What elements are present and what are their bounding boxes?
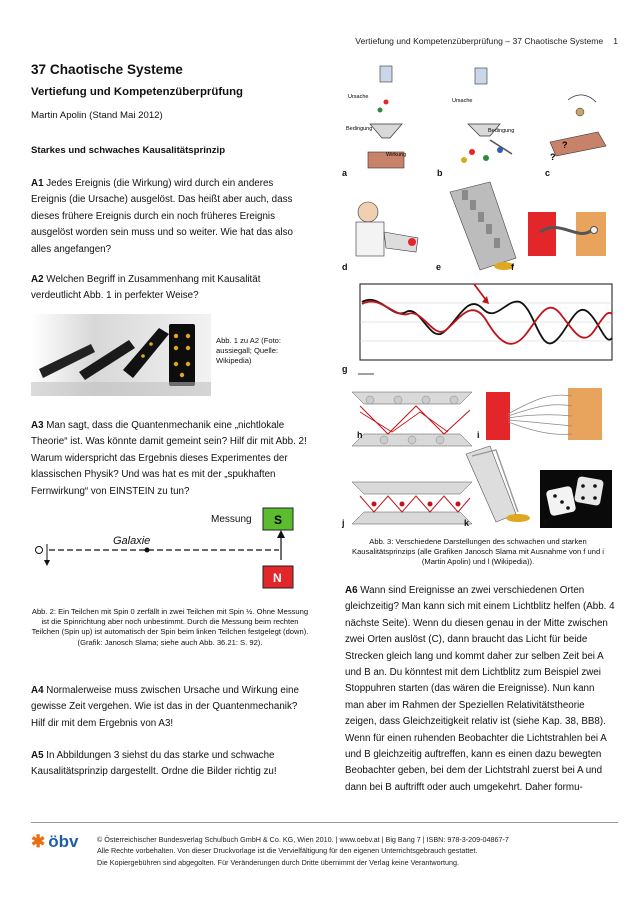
chaos-graph (358, 284, 612, 374)
sketch-k (466, 446, 530, 522)
sketch-word-cause: Ursache (348, 94, 369, 100)
task-a6 (345, 583, 615, 796)
task-text: Welchen Begriff in Zusammenhang mit Kausalität verdeutlicht Abb. 1 in perfekter Weise? (31, 274, 261, 302)
svg-text:Ursache: Ursache (452, 98, 473, 104)
running-header (355, 36, 618, 46)
task-text: Man sagt, dass die Quantenmechanik eine „nichtlokale Theorie“ ist. Was könnte damit gemeint sein? Hilf dir mit Abb. 2! Warum widerspricht das Ergebnis dieses Experimentes der klassischen Physik? Und was hat es mit der „spukhaften Fernwirkung“ von EINSTEIN zu tun? (31, 420, 307, 497)
measure-label: Messung (211, 514, 252, 525)
spin-diagram (31, 500, 309, 600)
section-heading: Starkes und schwaches Kausalitätsprinzip (31, 145, 226, 156)
task-label: A3 (31, 420, 44, 431)
sketch-a (346, 66, 406, 168)
magnet-bottom-label: N (273, 571, 282, 585)
panel-label-l: l (544, 518, 547, 528)
task-a5 (31, 748, 309, 781)
page-number: 1 (613, 36, 618, 46)
sketch-word-condition: Bedingung (346, 126, 373, 132)
footer-divider (31, 822, 618, 823)
task-a4 (31, 683, 309, 732)
svg-text:Bedingung: Bedingung (488, 128, 515, 134)
panel-label-i: i (477, 430, 480, 440)
task-label: A5 (31, 750, 44, 761)
task-a1 (31, 176, 309, 258)
dice-photo (540, 470, 612, 528)
panel-label-d: d (342, 262, 348, 272)
panel-label-f: f (511, 262, 514, 272)
task-text: Normalerweise muss zwischen Ursache und Wirkung eine gewisse Zeit vergehen. Wie ist das in der Quantenmechanik? Hilf dir mit dem Ergebnis von A3! (31, 685, 299, 729)
task-label: A4 (31, 685, 44, 696)
caption-abb1: Abb. 1 zu A2 (Foto: aussiegall; Quelle: Wikipedia) (216, 336, 282, 366)
footer-line-3: Die Kopiergebühren sind abgegolten. Für Veränderungen durch Dritte übernimmt der Verlag keine Verantwortung. (97, 857, 459, 867)
task-label: A1 (31, 178, 44, 189)
svg-text:?: ? (550, 152, 556, 162)
svg-text:?: ? (562, 140, 568, 150)
footer-line-1: © Österreichischer Bundesverlag Schulbuch GmbH & Co. KG, Wien 2010. | www.oebv.at | Big Bang 7 | ISBN: 978-3-209-04867-7 (97, 835, 509, 844)
task-label: A2 (31, 274, 44, 285)
running-title: Vertiefung und Kompetenzüberprüfung – 37 Chaotische Systeme (355, 36, 604, 46)
panel-label-e: e (436, 262, 442, 272)
task-text: Jedes Ereignis (die Wirkung) wird durch ein anderes Ereignis (die Ursache) ausgelöst. Das heißt aber auch, dass dieses frühere Ereignis durch ein noch früheres Ereignis ausgelöst worden sein muss und so weiter. Wie hat das also alles angefangen? (31, 178, 293, 255)
panel-label-b: b (437, 168, 443, 178)
panel-label-j: j (342, 518, 345, 528)
sketch-f (528, 212, 606, 256)
sketch-j (352, 482, 472, 524)
left-particle (36, 547, 43, 554)
panel-label-a: a (342, 168, 348, 178)
footer-line-2: Alle Rechte vorbehalten. Von dieser Druckvorlage ist die Vervielfältigung für den eigenen Unterrichtsgebrauch gestattet. (97, 846, 478, 856)
sketch-c (550, 95, 606, 162)
sketch-b (452, 68, 514, 163)
chapter-title: 37 Chaotische Systeme (31, 62, 183, 77)
caption-abb3: Abb. 3: Verschiedene Darstellungen des schwachen und starken Kausalitätsprinzips (alle Grafiken Janosch Slama mit Ausnahme von f und i (Martin Apolin) und l (Wikipedia)). (352, 537, 604, 567)
task-a3 (31, 418, 309, 500)
magnet-top-label: S (274, 513, 283, 527)
task-text: In Abbildungen 3 siehst du das starke und schwache Kausalitätsprinzip dargestellt. Ordne die Bilder richtig zu! (31, 750, 277, 778)
task-text: Wann sind Ereignisse an zwei verschiedenen Orten gleichzeitig? Man kann sich mit einem Lichtblitz helfen (Abb. 4 nächste Seite). Wenn du diesen genau in der Mitte zwischen zwei Orten auslöst (C), dann braucht das Licht für beide Strecken gleich lang und kommt daher zur selben Zeit bei A und B an. Du könntest mit dem Lichtblitz zum Beispiel zwei Stoppuhren starten (das wären die Ereignisse). Nun kann man aber im Rahmen der Speziellen Relativitätstheorie zeigen, dass Gleichzeitigkeit relativ ist (siehe Kap. 38, BB8). Wenn für einen ruhenden Beobachter die Lichtstrahlen bei A und B gleichzeitig auftreffen, kann es einen dazu bewegten Beobachter geben, bei dem der Lichtstrahl zuerst bei A und dann bei B auftrifft oder auch umgekehrt. Daher formu- (345, 585, 615, 793)
sketch-d (356, 202, 418, 256)
panel-label-c: c (545, 168, 551, 178)
sketch-word-effect: Wirkung (386, 152, 407, 158)
sketch-h (352, 392, 472, 446)
sketch-e (450, 182, 516, 270)
figure-3-collage (340, 62, 615, 532)
panel-label-k: k (464, 518, 470, 528)
footer-text (97, 834, 509, 868)
panel-label-h: h (357, 430, 363, 440)
logo-text: öbv (48, 832, 79, 851)
task-label: A6 (345, 585, 358, 596)
logo-star-icon: ✱ (31, 832, 46, 851)
domino-photo (31, 314, 211, 396)
sketch-i (486, 388, 602, 440)
task-a2 (31, 272, 309, 305)
author-line: Martin Apolin (Stand Mai 2012) (31, 110, 163, 121)
galaxy-label: Galaxie (113, 535, 151, 547)
source-particle (145, 548, 150, 553)
panel-label-g: g (342, 364, 348, 374)
caption-abb2: Abb. 2: Ein Teilchen mit Spin 0 zerfällt in zwei Teilchen mit Spin ½. Ohne Messung ist die Spinrichtung aber noch unbestimmt. Durch die Messung beim rechten Teilchen (Spin up) ist automatisch der Spin beim linken Teilchen festgelegt (down). (Grafik: Janosch Slama; siehe auch Abb. 36.21: S. 92). (31, 607, 309, 647)
publisher-logo (31, 832, 78, 852)
chapter-subtitle: Vertiefung und Kompetenzüberprüfung (31, 86, 243, 98)
